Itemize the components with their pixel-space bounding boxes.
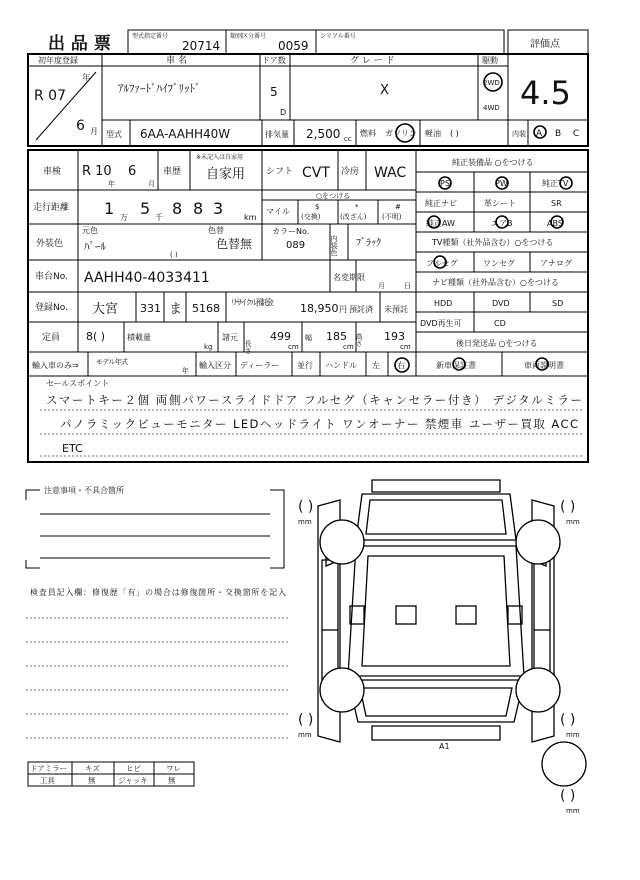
equip-navi: 純正ナビ [425,199,457,208]
sales-label: セールスポイント [46,379,110,388]
tire-rear-left [320,668,364,712]
later-manual: 車両説明書 [524,361,564,370]
history-label: 車歴 [163,167,182,177]
car-diagram [298,480,586,815]
legend-crack: ヒビ [126,764,141,773]
mileage-opt2: (改ざん) [340,213,367,221]
equip-leather: 革シート [484,199,516,208]
mileage-label: 走行距離 [33,203,70,213]
tire-rear-right [516,668,560,712]
handle-right: 右 [397,361,405,370]
inspection-year-unit: 年 [108,180,115,188]
color-change: 色替無 [216,237,253,251]
mileage-opt2-sym: * [355,203,359,211]
equip-airbag: エアB [491,219,513,228]
length-unit: cm [288,343,299,351]
legend-break: ワレ [166,764,181,773]
sales-line-1: スマートキー２個 両側パワースライドドア フルセグ（キャンセラー付き） デジタルミラー [46,393,582,407]
legend-mirror: ドアミラー [30,764,68,773]
model-code: 6AA-AAHH40W [140,127,231,141]
door-label: ドア数 [262,56,286,65]
color-code-label: カラーNo. [272,227,310,236]
chassis-label: 車台No. [35,272,68,282]
ac-label: 冷房 [341,167,360,177]
recycle-unit: 円 [339,305,347,314]
tv-fullseg: フルセグ [426,259,458,268]
registration-kana: ま [169,302,183,317]
tire-bracket-rl: ( ) [298,712,314,728]
drive-label: 駆動 [482,56,498,65]
load-unit: kg [204,343,213,351]
interior-c: C [573,129,580,139]
ac: WAC [374,165,407,181]
mileage-opt3-sym: # [395,203,401,211]
handle-label: ハンドル [325,361,357,370]
serial-label: シリアル番号 [320,33,356,40]
tire-front-right [516,520,560,564]
drive-2wd: 2WD [483,79,500,87]
mileage-opt1: (交換) [301,213,321,221]
registration-number: 5168 [192,302,220,315]
legend-scratch: キズ [85,764,100,773]
displacement: 2,500 [306,127,341,141]
inspection-era: R 10 [82,164,112,179]
tv-oneseg: ワンセグ [483,259,515,268]
rear-mark: A1 [439,742,450,751]
int-color: ﾌﾞﾗｯｸ [356,238,381,249]
type-no: 20714 [182,39,221,53]
equip-aw: 純正AW [426,219,455,228]
transfer-label: 名変期限 [333,273,365,282]
import-div-label: 輸入区分 [199,361,231,370]
nav-dvd: DVD [492,299,510,308]
import-parallel: 並行 [297,361,313,370]
door-count: 5 [270,85,278,99]
front-bumper [372,480,500,492]
tire-mm-spare: mm [566,807,580,815]
tire-bracket-fl: ( ) [298,499,314,515]
history: 自家用 [206,167,246,182]
interior-a: A [536,129,543,139]
width-label: 幅 [305,334,312,342]
tire-mm-fr: mm [566,518,580,526]
sheet-title: 出 品 票 [48,34,111,54]
displacement-unit: cc [344,135,352,143]
legend-tools: 工具 [40,776,55,785]
registration-place: 大宮 [92,302,119,317]
color-label: 外装色 [36,239,64,249]
recycle-label-1: リサイクル預託金 [230,298,274,307]
mileage-mile: マイル [266,207,290,216]
tire-bracket-fr: ( ) [560,499,576,515]
dvd-label: DVD再生可 [420,319,462,328]
mileage-note: ○をつける [316,192,351,200]
color-change-label: 色替 [208,226,224,235]
mileage-digit-1: 1 [104,199,115,218]
tire-spare [542,742,586,786]
class-no: 0059 [278,39,309,53]
nav-hdd: HDD [434,299,453,308]
model-label: 型式 [106,130,122,139]
mileage-opt1-sym: $ [315,203,320,211]
vehicle-block [28,54,588,146]
legend-tools-value: 無 [88,776,96,785]
later-title: 後日発送品 ○をつける [456,339,538,348]
first-reg-month: 6 [76,118,85,134]
header [48,30,588,54]
dims-label: 諸元 [222,333,238,342]
fuel-diesel: 軽油 [425,129,441,138]
int-color-label: 内装色 [330,235,338,256]
mileage-digit-4: 8 [193,199,204,218]
legend-jack-value: 無 [168,776,176,785]
grade: X [380,83,389,98]
fuel-label: 燃料 [360,129,376,138]
tire-mm-fl: mm [298,518,312,526]
width: 185 [326,330,347,343]
mileage-sen: 千 [155,213,163,222]
model-year-label: モデル年式 [96,358,128,366]
chassis-no: AAHH40-4033411 [84,270,210,286]
rear-bumper [372,726,500,740]
handle-left: 左 [372,361,380,370]
sales-line-3: ETC [62,442,83,455]
interior-label: 内装 [512,130,526,138]
mileage-digit-2: 5 [140,199,151,218]
orig-color: ﾊﾟｰﾙ [84,240,106,253]
mileage-km: km [244,213,257,222]
import-only-label: 輸入車のみ⇒ [32,361,79,370]
history-note: ※未記入は自家用 [196,154,244,161]
inspector-label: 検査員記入欄：修復歴「有」の場合は修復箇所・交換箇所を記入 [30,588,286,597]
shift-label: シフト [266,167,294,177]
sales-line-2: パノラミックビューモニター LEDヘッドライト ワンオーナー 禁煙車 ユーザー買取 ACC [60,417,578,431]
first-reg-era: R 07 [34,88,66,104]
score-label: 評価点 [530,39,560,50]
first-reg-month-unit: 月 [90,127,98,136]
equip-tv: 純正TV [542,179,569,188]
capacity-label: 定員 [42,333,61,343]
roof [348,546,524,676]
equip-ps: PS [440,179,450,188]
class-no-label: 類別区分番号 [230,33,267,40]
notes-title: 注意事項・不具合箇所 [44,486,124,495]
car-name: ｱﾙﾌｧｰﾄﾞﾊｲﾌﾞﾘｯﾄﾞ [118,82,201,95]
score-value: 4.5 [520,74,571,112]
inspection-label: 車検 [43,167,62,177]
length-label: 長さ [244,340,252,354]
equip-pw: PW [495,179,508,188]
fuel-gasoline: ガソリン [385,129,417,138]
recycle-status-a: 預託済 [349,305,373,314]
color-code: 089 [286,240,306,251]
import-dealer: ディーラー [240,361,280,370]
length: 499 [270,330,291,343]
tire-front-left [320,520,364,564]
notes-section [26,485,290,738]
load-label: 積載量 [127,333,151,342]
height-unit: cm [400,343,411,351]
door-sub: D [280,108,287,117]
tire-mm-rl: mm [298,731,312,739]
mileage-digit-3: 8 [172,199,183,218]
shift: CVT [302,165,330,181]
width-unit: cm [343,343,354,351]
inspection-month: 6 [128,164,137,179]
first-reg-label: 初年度登録 [38,56,78,65]
equipment-title: 純正装備品 ○をつける [452,158,534,167]
registration-label: 登録No. [35,303,68,313]
mileage-opt3: (不明) [382,213,402,221]
drive-4wd: 4WD [483,104,500,112]
grade-label: グ レ ー ド [350,56,395,66]
transfer-day: 日 [404,282,411,290]
registration-class: 331 [140,302,161,315]
nav-sd: SD [552,299,564,308]
car-name-label: 車 名 [166,56,187,66]
tv-title: TV種類（社外品含む）○をつける [432,238,554,247]
height: 193 [384,330,405,343]
recycle-amount: 18,950 [300,302,339,315]
tire-bracket-spare: ( ) [560,788,576,804]
color-change-paren: ( ) [170,251,178,259]
first-reg-year-unit: 年 [82,73,90,82]
tire-bracket-rr: ( ) [560,712,576,728]
type-no-label: 型式指定番号 [132,33,169,40]
orig-color-label: 元色 [82,226,98,235]
tv-analog: アナログ [540,259,572,268]
recycle-status-b: 未預託 [384,305,408,314]
capacity: 8( ) [86,330,106,343]
height-label: 高さ [355,333,363,347]
legend-jack: ジャッキ [118,776,148,785]
fuel-paren: ( ) [450,129,459,138]
dvd-cd: CD [494,319,506,328]
equip-sr: SR [551,199,562,208]
nav-title: ナビ種類（社外品含む）○をつける [432,278,559,287]
displacement-label: 排気量 [265,130,289,139]
mileage-man: 万 [120,213,128,222]
equip-abs: ABS [547,219,563,228]
legend-table [28,762,194,786]
details-block [28,150,588,462]
model-year-unit: 年 [182,367,189,375]
interior-b: B [555,129,562,139]
tire-mm-rr: mm [566,731,580,739]
hood-outline [356,494,516,540]
inspection-month-unit: 月 [148,180,155,188]
transfer-month: 月 [378,282,385,290]
later-warranty: 新車保証書 [436,361,476,370]
mileage-digit-5: 3 [213,199,224,218]
